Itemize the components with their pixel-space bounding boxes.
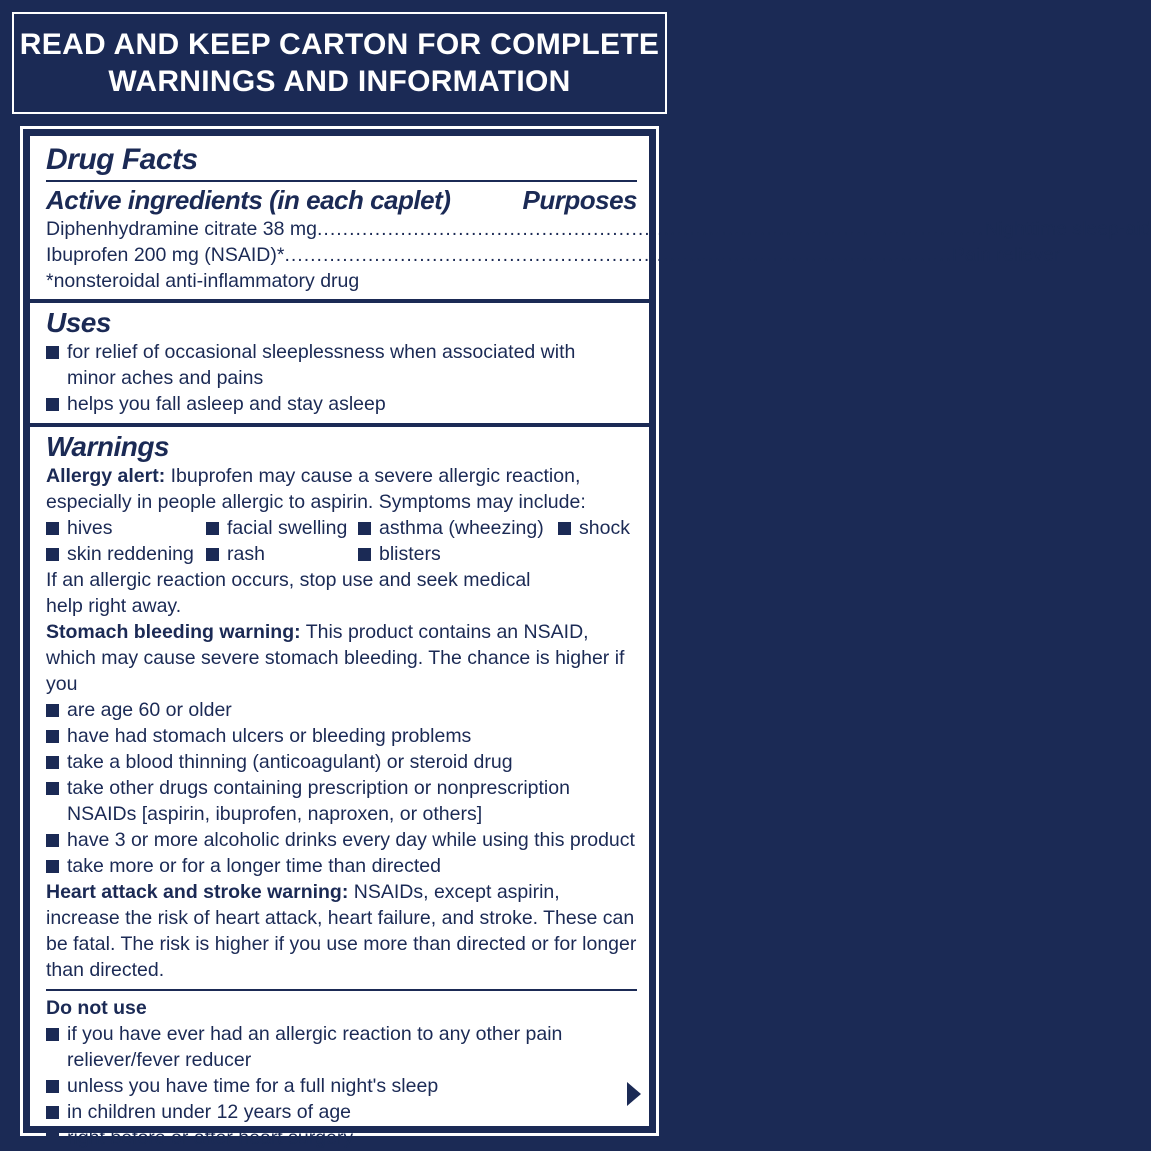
leader-dots — [284, 242, 951, 268]
allergy-alert-label: Allergy alert: — [46, 465, 166, 487]
bullet-square-icon — [46, 730, 59, 743]
list-item — [46, 339, 637, 391]
ingredient-row — [46, 242, 1061, 268]
symptom-text: skin reddening — [67, 543, 194, 565]
symptom-text: hives — [67, 517, 113, 539]
bullet-square-icon — [358, 522, 371, 535]
bullet-square-icon — [46, 756, 59, 769]
list-item — [46, 1099, 637, 1125]
bullet-square-icon — [558, 522, 571, 535]
purposes-heading: Purposes — [522, 185, 637, 215]
bullet-square-icon — [46, 548, 59, 561]
ingredient-purpose: Nighttime sleep-aid — [984, 218, 1151, 240]
list-item — [46, 775, 637, 827]
bullet-square-icon — [46, 1132, 59, 1145]
bullet-square-icon — [46, 704, 59, 717]
ingredient-row — [46, 216, 1151, 242]
drug-facts-box — [28, 134, 1151, 1149]
list-item — [46, 1125, 637, 1151]
bullet-square-icon — [206, 548, 219, 561]
bullet-square-icon — [46, 1080, 59, 1093]
do-not-use-item: if you have ever had an allergic reaction to any other pain reliever/fever reducer — [67, 1023, 563, 1071]
allergy-alert-text: Ibuprofen may cause a severe allergic reaction, especially in people allergic to aspirin. Symptoms may include: — [46, 465, 586, 513]
bullet-square-icon — [46, 860, 59, 873]
drug-facts-panel — [20, 126, 1151, 1149]
stomach-warning-text: This product contains an NSAID, which may cause severe stomach bleeding. The chance is higher if you — [46, 621, 625, 695]
uses-item: helps you fall asleep and stay asleep — [67, 393, 386, 415]
bullet-square-icon — [46, 398, 59, 411]
list-item — [46, 853, 637, 879]
active-ingredients-header — [46, 184, 637, 216]
uses-title: Uses — [46, 307, 111, 338]
stomach-item: take other drugs containing prescription or nonprescription NSAIDs [aspirin, ibuprofen, naproxen, or others] — [67, 777, 570, 825]
active-ingredients-heading: Active ingredients (in each caplet) — [46, 185, 451, 215]
bullet-square-icon — [46, 1106, 59, 1119]
stomach-item: have 3 or more alcoholic drinks every day while using this product — [67, 829, 635, 851]
symptom-item — [206, 515, 358, 541]
do-not-use-rule — [46, 989, 637, 991]
symptom-grid — [46, 515, 637, 567]
stomach-item: have had stomach ulcers or bleeding problems — [67, 725, 472, 747]
list-item — [46, 723, 637, 749]
bullet-square-icon — [358, 548, 371, 561]
header-line-2: WARNINGS AND INFORMATION — [108, 65, 571, 98]
symptom-item — [46, 541, 206, 567]
do-not-use-item: right before or after heart surgery — [67, 1127, 354, 1149]
do-not-use-item: in children under 12 years of age — [67, 1101, 352, 1123]
ingredient-purpose: Pain reliever — [951, 244, 1061, 266]
symptom-text: facial swelling — [227, 517, 348, 539]
bullet-square-icon — [46, 1028, 59, 1041]
stomach-warning — [46, 619, 637, 697]
header-line-1: READ AND KEEP CARTON FOR COMPLETE — [19, 28, 660, 61]
leader-dots — [317, 216, 984, 242]
drug-facts-section — [30, 136, 1151, 299]
heart-warning-text: NSAIDs, except aspirin, increase the risk of heart attack, heart failure, and stroke. These can be fatal. The risk is higher if you use more than directed or for longer than directed. — [46, 881, 637, 981]
bullet-square-icon — [46, 834, 59, 847]
symptom-text: asthma (wheezing) — [379, 517, 544, 539]
uses-section — [30, 303, 649, 423]
list-item — [46, 749, 637, 775]
symptom-text: shock — [579, 517, 630, 539]
heart-warning — [46, 879, 637, 983]
symptom-text: rash — [227, 543, 265, 565]
drug-facts-title: Drug Facts — [46, 143, 198, 176]
list-item — [46, 391, 637, 417]
symptom-item — [358, 515, 558, 541]
arrow-right-icon — [627, 1082, 641, 1106]
list-item — [46, 1021, 637, 1073]
warnings-title: Warnings — [46, 431, 170, 462]
stomach-warning-label: Stomach bleeding warning: — [46, 621, 301, 643]
symptom-item — [46, 515, 206, 541]
ingredient-name: Diphenhydramine citrate 38 mg — [46, 218, 317, 240]
warnings-section — [30, 427, 649, 1151]
bullet-square-icon — [206, 522, 219, 535]
carton-header — [12, 12, 667, 114]
uses-item: for relief of occasional sleeplessness when associated with minor aches and pains — [67, 341, 576, 389]
do-not-use-title: Do not use — [46, 997, 147, 1019]
allergy-alert — [46, 463, 637, 515]
symptom-item — [558, 515, 638, 541]
ingredient-name: Ibuprofen 200 mg (NSAID)* — [46, 244, 285, 266]
list-item — [46, 827, 637, 853]
do-not-use-item: unless you have time for a full night's sleep — [67, 1075, 439, 1097]
stomach-item: take more or for a longer time than directed — [67, 855, 441, 877]
bullet-square-icon — [46, 782, 59, 795]
symptom-item — [358, 541, 558, 567]
stomach-item: take a blood thinning (anticoagulant) or steroid drug — [67, 751, 513, 773]
bullet-square-icon — [46, 346, 59, 359]
ingredient-footnote: *nonsteroidal anti-inflammatory drug — [46, 270, 360, 292]
allergy-after-text: If an allergic reaction occurs, stop use and seek medical help right away. — [46, 569, 531, 617]
list-item — [46, 1073, 637, 1099]
symptom-text: blisters — [379, 543, 441, 565]
list-item — [46, 697, 637, 723]
title-rule — [46, 180, 637, 182]
symptom-item — [206, 541, 358, 567]
stomach-item: are age 60 or older — [67, 699, 232, 721]
heart-warning-label: Heart attack and stroke warning: — [46, 881, 349, 903]
bullet-square-icon — [46, 522, 59, 535]
